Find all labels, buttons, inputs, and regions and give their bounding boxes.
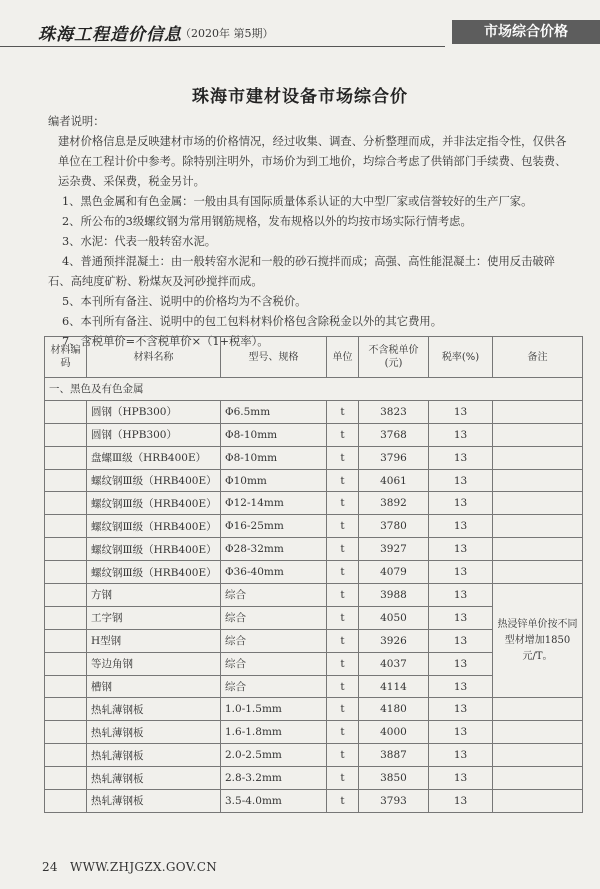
cell-code	[45, 538, 87, 561]
cell-material-name: 方钢	[87, 584, 221, 607]
cell-unit: t	[327, 652, 359, 675]
cell-price: 3780	[359, 515, 429, 538]
cell-spec: 3.5-4.0mm	[221, 790, 327, 813]
table-row	[45, 492, 583, 515]
cell-tax-rate: 13	[429, 584, 493, 607]
page-footer	[42, 860, 217, 874]
cell-price: 3988	[359, 584, 429, 607]
cell-material-name: 热轧薄钢板	[87, 790, 221, 813]
issue-label: （2020年 第5期）	[180, 27, 274, 40]
note-item: 6、本刊所有备注、说明中的包工包料材料价格包含除税金以外的其它费用。	[62, 315, 442, 328]
section-label: 市场综合价格	[452, 20, 600, 44]
cell-remark-empty	[493, 515, 583, 538]
cell-remark-empty	[493, 767, 583, 790]
cell-unit: t	[327, 538, 359, 561]
cell-spec: 综合	[221, 652, 327, 675]
cell-price: 3887	[359, 744, 429, 767]
header-unit: 单位	[327, 337, 359, 378]
cell-spec: Φ6.5mm	[221, 400, 327, 423]
cell-material-name: 热轧薄钢板	[87, 721, 221, 744]
cell-remark-empty	[493, 744, 583, 767]
cell-spec: Φ8-10mm	[221, 446, 327, 469]
cell-unit: t	[327, 698, 359, 721]
cell-tax-rate: 13	[429, 492, 493, 515]
cell-material-name: 螺纹钢Ⅲ级（HRB400E）	[87, 492, 221, 515]
table-row	[45, 446, 583, 469]
note-item: 7、含税单价=不含税单价×（1+税率）。	[62, 335, 269, 348]
table-header-row	[45, 337, 583, 378]
cell-unit: t	[327, 790, 359, 813]
cell-price: 3892	[359, 492, 429, 515]
cell-material-name: 圆钢（HPB300）	[87, 400, 221, 423]
cell-remark: 热浸锌单价按不同型材增加1850元/T。	[493, 584, 583, 698]
cell-material-name: 螺纹钢Ⅲ级（HRB400E）	[87, 538, 221, 561]
cell-remark-empty	[493, 698, 583, 721]
cell-code	[45, 423, 87, 446]
page-header	[0, 14, 600, 48]
table-row	[45, 767, 583, 790]
cell-remark-empty	[493, 561, 583, 584]
cell-tax-rate: 13	[429, 629, 493, 652]
cell-unit: t	[327, 744, 359, 767]
cell-tax-rate: 13	[429, 606, 493, 629]
cell-tax-rate: 13	[429, 790, 493, 813]
cell-tax-rate: 13	[429, 675, 493, 698]
cell-unit: t	[327, 423, 359, 446]
cell-spec: 1.0-1.5mm	[221, 698, 327, 721]
cell-price: 4037	[359, 652, 429, 675]
category-row	[45, 378, 583, 401]
cell-code	[45, 469, 87, 492]
cell-unit: t	[327, 446, 359, 469]
cell-material-name: H型钢	[87, 629, 221, 652]
table-row	[45, 423, 583, 446]
table-body	[45, 378, 583, 813]
table-row	[45, 790, 583, 813]
header-rate: 税率(%)	[429, 337, 493, 378]
cell-spec: 2.0-2.5mm	[221, 744, 327, 767]
cell-spec: 综合	[221, 584, 327, 607]
cell-material-name: 圆钢（HPB300）	[87, 423, 221, 446]
cell-price: 4180	[359, 698, 429, 721]
cell-tax-rate: 13	[429, 400, 493, 423]
website-url: WWW.ZHJGZX.GOV.CN	[70, 860, 217, 874]
table-row	[45, 721, 583, 744]
cell-spec: 综合	[221, 629, 327, 652]
header-rule	[0, 46, 445, 47]
cell-material-name: 热轧薄钢板	[87, 744, 221, 767]
cell-price: 3768	[359, 423, 429, 446]
cell-spec: 综合	[221, 606, 327, 629]
cell-unit: t	[327, 629, 359, 652]
note-item: 1、黑色金属和有色金属：一般由具有国际质量体系认证的大中型厂家或信誉较好的生产厂家。	[62, 195, 533, 208]
cell-code	[45, 698, 87, 721]
cell-remark-empty	[493, 423, 583, 446]
price-table	[44, 336, 583, 813]
cell-tax-rate: 13	[429, 744, 493, 767]
cell-remark-empty	[493, 538, 583, 561]
cell-price: 3796	[359, 446, 429, 469]
cell-tax-rate: 13	[429, 469, 493, 492]
cell-unit: t	[327, 675, 359, 698]
cell-code	[45, 629, 87, 652]
cell-code	[45, 744, 87, 767]
cell-remark-empty	[493, 492, 583, 515]
cell-unit: t	[327, 515, 359, 538]
cell-unit: t	[327, 561, 359, 584]
cell-unit: t	[327, 469, 359, 492]
cell-price: 3793	[359, 790, 429, 813]
cell-spec: 2.8-3.2mm	[221, 767, 327, 790]
cell-tax-rate: 13	[429, 698, 493, 721]
notes-heading: 编者说明：	[48, 115, 105, 128]
note-item: 3、水泥：代表一般转窑水泥。	[62, 235, 217, 248]
cell-material-name: 螺纹钢Ⅲ级（HRB400E）	[87, 469, 221, 492]
header-spec: 型号、规格	[221, 337, 327, 378]
cell-unit: t	[327, 492, 359, 515]
cell-remark-empty	[493, 469, 583, 492]
cell-spec: Φ36-40mm	[221, 561, 327, 584]
cell-code	[45, 767, 87, 790]
header-remark: 备注	[493, 337, 583, 378]
cell-unit: t	[327, 606, 359, 629]
cell-material-name: 等边角钢	[87, 652, 221, 675]
cell-remark-empty	[493, 721, 583, 744]
cell-material-name: 热轧薄钢板	[87, 767, 221, 790]
cell-remark-empty	[493, 446, 583, 469]
cell-spec: Φ10mm	[221, 469, 327, 492]
cell-tax-rate: 13	[429, 652, 493, 675]
table-row	[45, 538, 583, 561]
table-row	[45, 744, 583, 767]
cell-code	[45, 675, 87, 698]
cell-spec: Φ12-14mm	[221, 492, 327, 515]
cell-code	[45, 790, 87, 813]
cell-price: 3927	[359, 538, 429, 561]
cell-code	[45, 584, 87, 607]
table-row	[45, 584, 583, 607]
cell-price: 3926	[359, 629, 429, 652]
note-item: 2、所公布的3级螺纹钢为常用钢筋规格，发布规格以外的均按市场实际行情考虑。	[62, 215, 472, 228]
table-row	[45, 561, 583, 584]
notes-intro: 建材价格信息是反映建材市场的价格情况，经过收集、调查、分析整理而成，并非法定指令性，仅供各单位在工程计价中参考。除特别注明外，市场价为到工地价，均综合考虑了供销部门手续费、包装费、运杂费、采保费，税金另计。	[58, 135, 567, 188]
cell-remark-empty	[493, 400, 583, 423]
cell-material-name: 螺纹钢Ⅲ级（HRB400E）	[87, 561, 221, 584]
table-row	[45, 469, 583, 492]
cell-spec: 综合	[221, 675, 327, 698]
cell-spec: 1.6-1.8mm	[221, 721, 327, 744]
cell-tax-rate: 13	[429, 767, 493, 790]
note-item: 4、普通预拌混凝土：由一般转窑水泥和一般的砂石搅拌而成；高强、高性能混凝土：使用反击破碎石、高纯度矿粉、粉煤灰及河砂搅拌而成。	[48, 255, 555, 288]
cell-spec: Φ28-32mm	[221, 538, 327, 561]
cell-tax-rate: 13	[429, 721, 493, 744]
cell-remark-empty	[493, 790, 583, 813]
cell-material-name: 工字钢	[87, 606, 221, 629]
cell-code	[45, 561, 87, 584]
table-row	[45, 698, 583, 721]
cell-material-name: 热轧薄钢板	[87, 698, 221, 721]
cell-price: 3850	[359, 767, 429, 790]
cell-code	[45, 721, 87, 744]
page-title: 珠海市建材设备市场综合价	[192, 87, 408, 107]
cell-material-name: 盘螺Ⅲ级（HRB400E）	[87, 446, 221, 469]
cell-unit: t	[327, 400, 359, 423]
cell-code	[45, 400, 87, 423]
cell-spec: Φ8-10mm	[221, 423, 327, 446]
cell-tax-rate: 13	[429, 446, 493, 469]
cell-unit: t	[327, 584, 359, 607]
cell-price: 4000	[359, 721, 429, 744]
cell-unit: t	[327, 767, 359, 790]
cell-tax-rate: 13	[429, 423, 493, 446]
editor-notes	[48, 112, 576, 352]
cell-code	[45, 515, 87, 538]
header-code: 材料编码	[45, 337, 87, 378]
cell-price: 3823	[359, 400, 429, 423]
cell-code	[45, 446, 87, 469]
cell-tax-rate: 13	[429, 561, 493, 584]
table-row	[45, 515, 583, 538]
table-row	[45, 400, 583, 423]
category-label: 一、黑色及有色金属	[45, 378, 583, 401]
cell-price: 4114	[359, 675, 429, 698]
cell-code	[45, 492, 87, 515]
cell-unit: t	[327, 721, 359, 744]
note-item: 5、本刊所有备注、说明中的价格均为不含税价。	[62, 295, 307, 308]
cell-price: 4079	[359, 561, 429, 584]
cell-spec: Φ16-25mm	[221, 515, 327, 538]
cell-tax-rate: 13	[429, 538, 493, 561]
cell-material-name: 槽钢	[87, 675, 221, 698]
cell-code	[45, 606, 87, 629]
cell-price: 4061	[359, 469, 429, 492]
header-price: 不含税单价(元)	[359, 337, 429, 378]
cell-price: 4050	[359, 606, 429, 629]
cell-material-name: 螺纹钢Ⅲ级（HRB400E）	[87, 515, 221, 538]
cell-code	[45, 652, 87, 675]
page-number: 24	[42, 860, 58, 874]
publication-logo: 珠海工程造价信息	[38, 25, 182, 45]
cell-tax-rate: 13	[429, 515, 493, 538]
header-name: 材料名称	[87, 337, 221, 378]
